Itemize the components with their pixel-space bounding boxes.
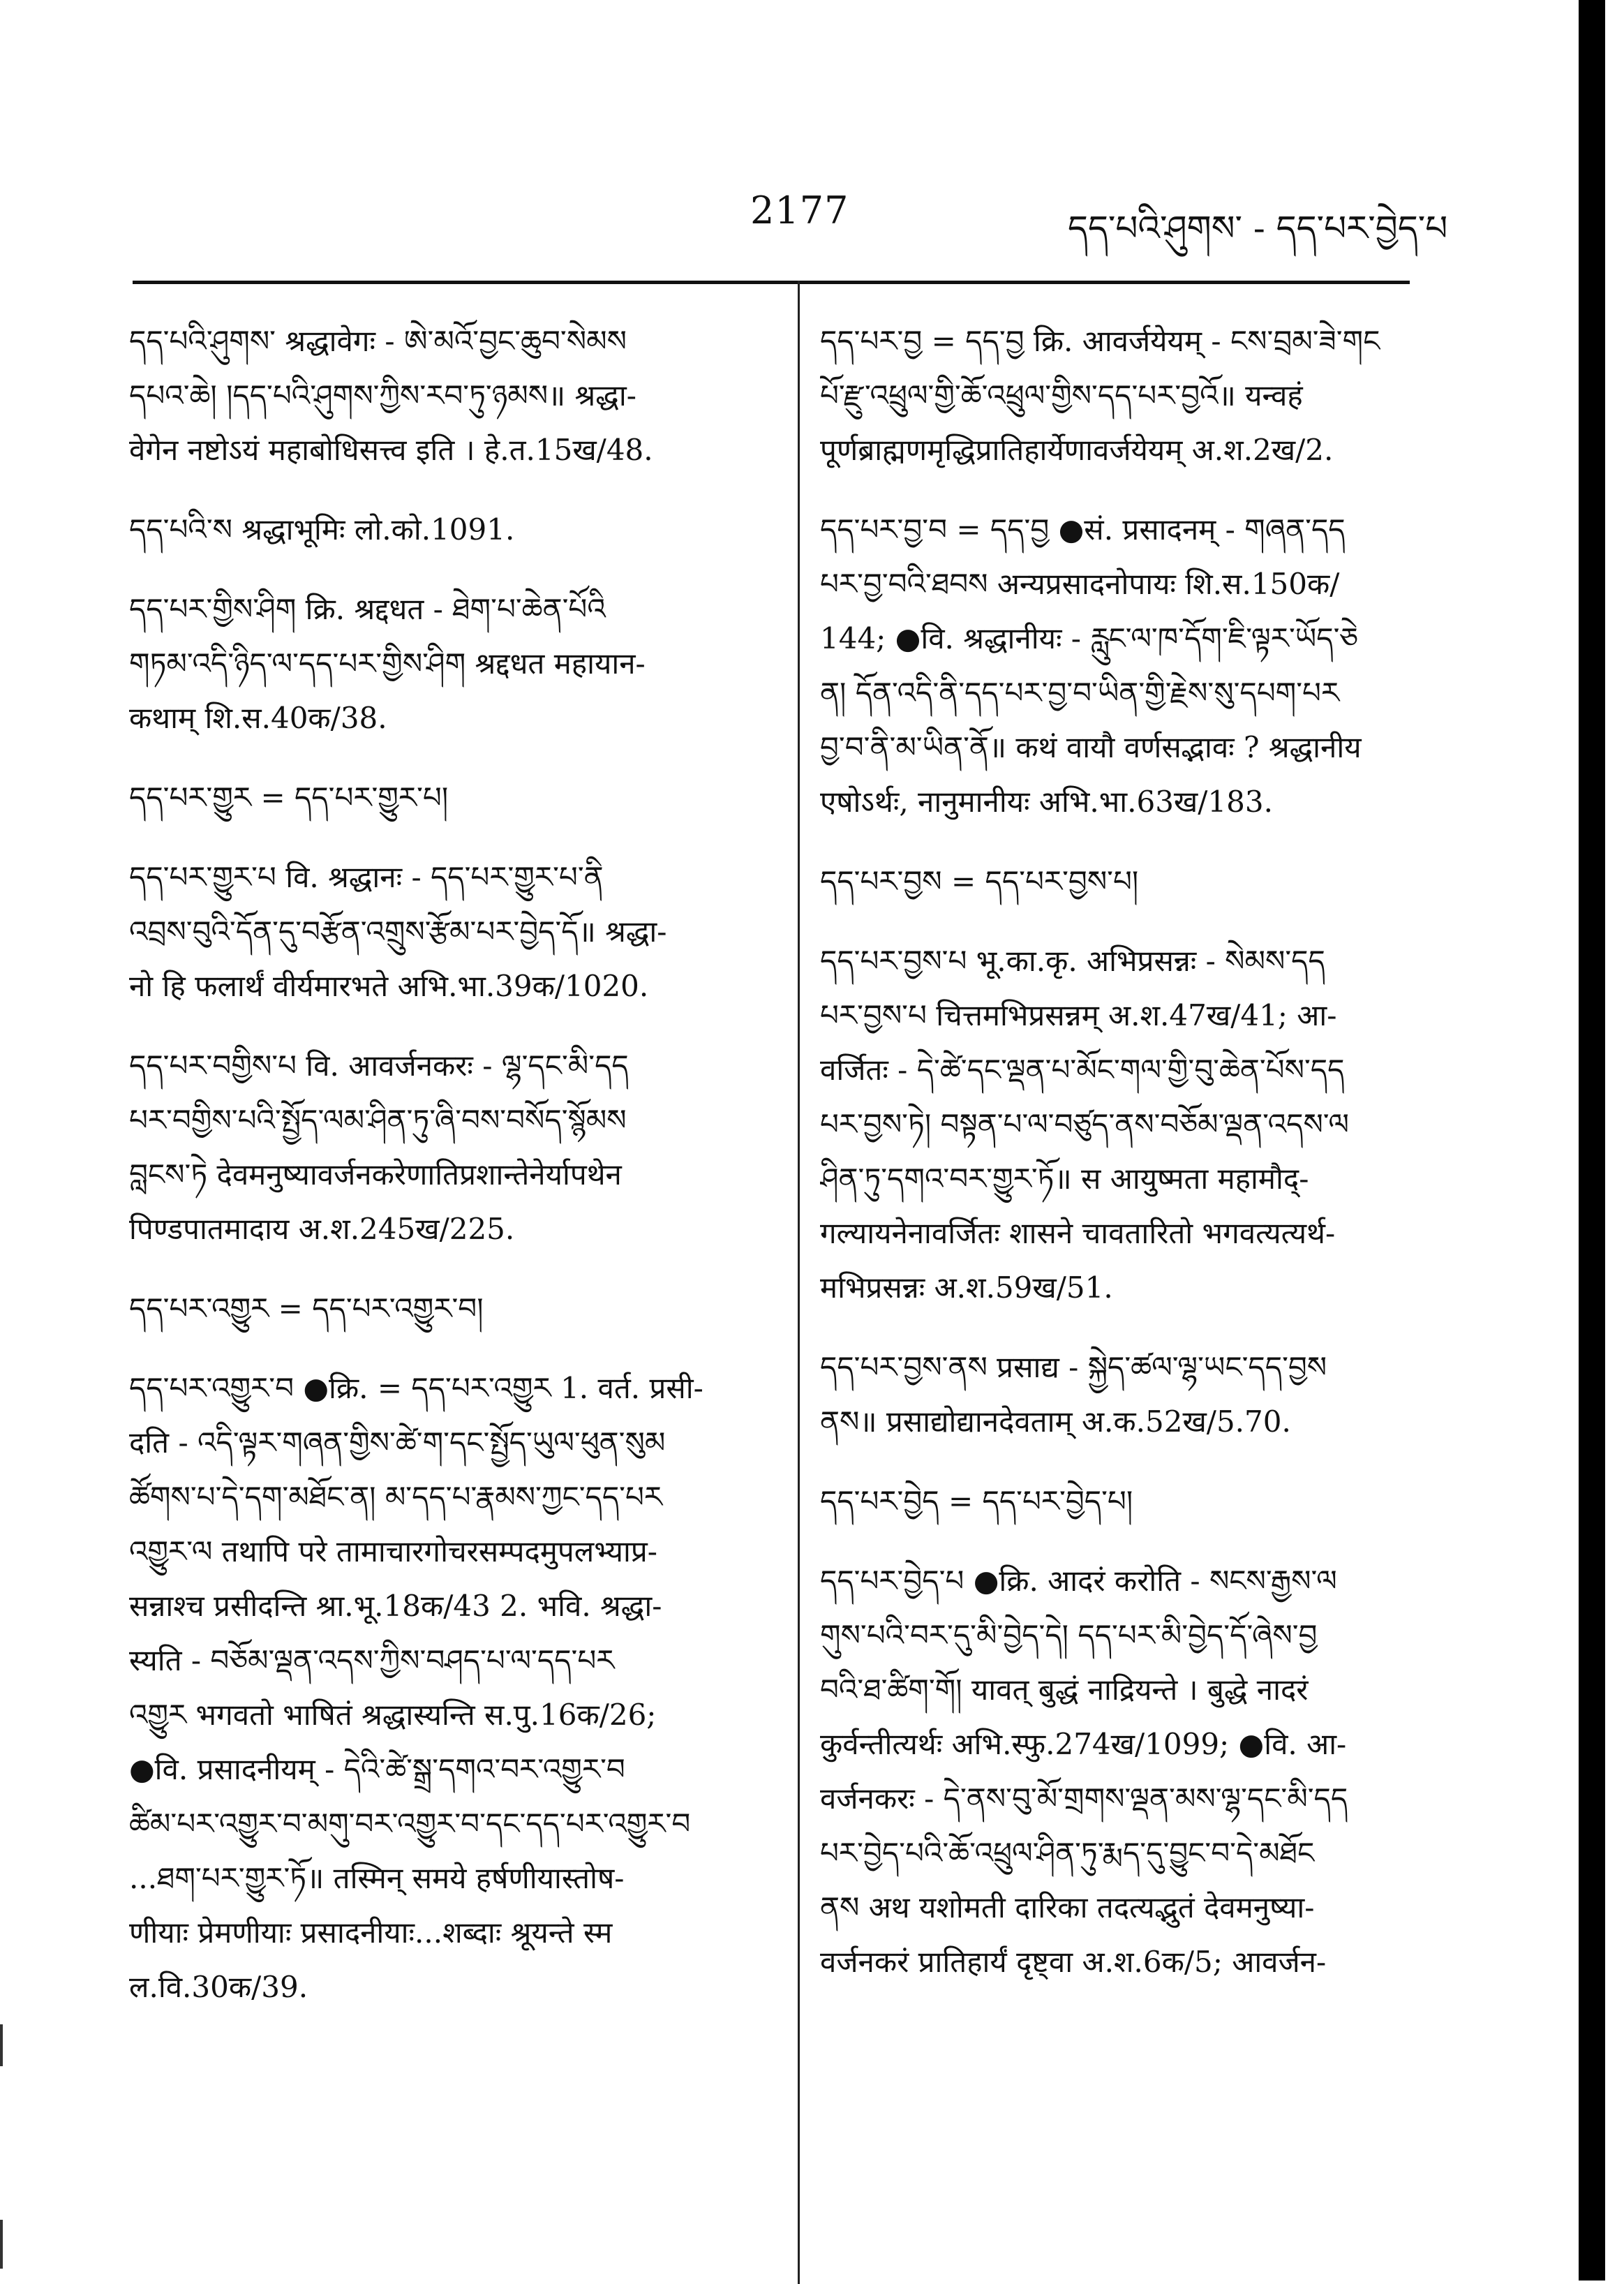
entry-line: ནས अथ यशोमती दारिका तदत्यद्भुतं देवमनुष्या- xyxy=(820,1890,1315,1925)
entry-line: ल.वि.30क/39. xyxy=(129,1970,308,2004)
entry-line: པར་བྱེད་པའི་ཆོ་འཕྲུལ་ཤིན་ཏུ་རྨད་དུ་བྱུང་བ་དེ་མཐོང xyxy=(820,1836,1315,1870)
entry-line: གཏམ་འདི་ཉིད་ལ་དད་པར་གྱིས་ཤིག श्रद्दधत महायान- xyxy=(129,646,646,681)
entry-line: འགྱུར་ལ तथापि परे तामाचारगोचरसम्पदमुपलभ्याप्र- xyxy=(129,1534,657,1569)
entry-headline: དད་པར་བྱེད་པ ●क्रि. आदरं करोति - སངས་རྒྱས་ལ xyxy=(820,1564,1337,1598)
dictionary-entry xyxy=(129,503,775,557)
entry-line: པར་བྱ་བའི་ཐབས अन्यप्रसादनोपायः शि.स.150क/ xyxy=(820,567,1340,601)
dictionary-entry xyxy=(820,934,1413,1315)
dictionary-entry xyxy=(129,1282,775,1336)
entry-line: བའི་ཐ་ཚིག་གོ། यावत् बुद्धं नाद्रियन्ते । बुद्धे नादरं xyxy=(820,1673,1309,1707)
entry-headline: དད་པར་བྱས = དད་པར་བྱས་པ། xyxy=(820,864,1139,898)
entry-headline: དད་པར་བྱ་བ = དད་བྱ ●सं. प्रसादनम् - གཞན་དད xyxy=(820,512,1346,547)
entry-line: ཚོགས་པ་དེ་དག་མཐོང་ན། མ་དད་པ་རྣམས་ཀྱང་དད་པར xyxy=(129,1480,663,1514)
dictionary-entry xyxy=(820,854,1413,909)
entry-line: པོ་རྫུ་འཕྲུལ་གྱི་ཆོ་འཕྲུལ་གྱིས་དད་པར་བྱའོ॥ यन्वहं xyxy=(820,378,1303,413)
entry-headline: དད་པའི་ས श्रद्धाभूमिः लो.को.1091. xyxy=(129,512,515,547)
entry-line: བྱ་བ་ནི་མ་ཡིན་ནོ॥ कथं वायौ वर्णसद्भावः ? श्रद्धानीय xyxy=(820,730,1362,764)
dictionary-entry xyxy=(129,771,775,825)
entry-line: ●वि. प्रसादनीयम् - དེའི་ཚེ་སྒྲ་དགའ་བར་འགྱུར་བ xyxy=(129,1752,625,1786)
entry-line: པར་བྱས་ཏེ། བསྟན་པ་ལ་བཙུད་ནས་བཅོམ་ལྡན་འདས་ལ xyxy=(820,1107,1350,1141)
entry-line: गल्यायनेनावर्जितः शासने चावतारितो भगवत्यत्यर्थ- xyxy=(820,1216,1336,1250)
dictionary-entry xyxy=(820,1474,1413,1529)
dictionary-entry xyxy=(129,1039,775,1256)
scan-speck xyxy=(0,2024,3,2066)
left-column xyxy=(129,314,775,2040)
entry-line: ཚིམ་པར་འགྱུར་བ་མགུ་བར་འགྱུར་བ་དང་དད་པར་འགྱུར་བ xyxy=(129,1807,691,1841)
entry-line: ནས॥ प्रसाद्योद्यानदेवताम् अ.क.52ख/5.70. xyxy=(820,1404,1291,1439)
right-column xyxy=(820,314,1413,2015)
entry-line: वर्जितः - དེ་ཚེ་དང་ལྡན་པ་མོང་གལ་གྱི་བུ་ཆེན་པོས་དད xyxy=(820,1053,1345,1087)
entry-line: पूर्णब्राह्मणमृद्धिप्रातिहार्येणावर्जयेयम् अ.श.2ख/2. xyxy=(820,433,1334,467)
entry-headline: དད་པར་བགྱིས་པ वि. आवर्जनकरः - ལྷ་དང་མི་དད xyxy=(129,1048,629,1083)
dictionary-entry xyxy=(129,1361,775,2015)
header-rule xyxy=(133,281,1410,284)
entry-headline: དད་པའི་ཤུགས་ श्रद्धावेगः - ཨེ་མའོ་བྱང་ཆུབ་སེམས xyxy=(129,324,627,358)
entry-line: नो हि फलार्थं वीर्यमारभते अभि.भा.39क/1020. xyxy=(129,969,649,1003)
scan-speck xyxy=(0,2220,3,2269)
entry-line: འབྲས་བུའི་དོན་དུ་བརྩོན་འགྲུས་རྩོམ་པར་བྱེད་དོ॥ श्रद्धा- xyxy=(129,914,667,949)
page-number: 2177 xyxy=(750,188,849,232)
scan-edge-bar xyxy=(1579,0,1605,2281)
entry-line: ན། དོན་འདི་ནི་དད་པར་བྱ་བ་ཡིན་གྱི་རྗེས་སུ་དཔག་པར xyxy=(820,676,1340,710)
entry-line: དཔའ་ཆེ། །དད་པའི་ཤུགས་ཀྱིས་རབ་ཏུ་ཉམས॥ श्रद्धा- xyxy=(129,378,636,413)
dictionary-entry xyxy=(129,314,775,477)
entry-headline: དད་པར་བྱས་ནས प्रसाद्य - སྐྱེད་ཚལ་ལྷ་ཡང་དད་བྱས xyxy=(820,1350,1327,1384)
entry-line: པར་བྱས་པ चित्तमभिप्रसन्नम् अ.श.47ख/41; आ- xyxy=(820,998,1337,1032)
entry-headline: དད་པར་གྱུར = དད་པར་གྱུར་པ། xyxy=(129,780,449,815)
entry-headline: དད་པར་བྱས་པ भू.का.कृ. अभिप्रसन्नः - སེམས་དད xyxy=(820,944,1325,978)
entry-line: ཤིན་ཏུ་དགའ་བར་གྱུར་ཏོ॥ स आयुष्मता महामौद्- xyxy=(820,1162,1309,1196)
entry-headline: དད་པར་འགྱུར = དད་པར་འགྱུར་བ། xyxy=(129,1291,484,1326)
entry-line: स्यति - བཅོམ་ལྡན་འདས་ཀྱིས་བཤད་པ་ལ་དད་པར xyxy=(129,1643,615,1677)
entry-line: 144; ●वि. श्रद्धानीयः - རླུང་ལ་ཁ་དོག་ཇི་ལྟར་ཡོད་ཅེ xyxy=(820,621,1359,655)
entry-line: पिण्डपातमादाय अ.श.245ख/225. xyxy=(129,1212,515,1246)
entry-line: कुर्वन्तीत्यर्थः अभि.स्फु.274ख/1099; ●वि. आ- xyxy=(820,1727,1347,1761)
entry-line: मभिप्रसन्नः अ.श.59ख/51. xyxy=(820,1270,1113,1305)
dictionary-entry xyxy=(820,314,1413,477)
entry-line: གུས་པའི་བར་དུ་མི་བྱེད་དེ། དད་པར་མི་བྱེད་དོ་ཞེས་བྱ xyxy=(820,1618,1318,1652)
entry-line: वेगेन नष्टोऽयं महाबोधिसत्त्व इति । हे.त.15ख/48. xyxy=(129,433,653,467)
entry-line: णीयाः प्रेमणीयाः प्रसादनीयाः...शब्दाः श्रूयन्ते स्म xyxy=(129,1915,613,1950)
dictionary-entry xyxy=(820,1340,1413,1449)
entry-headline: དད་པར་གྱིས་ཤིག क्रि. श्रद्दधत - ཐེག་པ་ཆེན་པོའི xyxy=(129,592,606,626)
entry-line: བླངས་ཏེ देवमनुष्यावर्जनकरेणातिप्रशान्तेनेर्यापथेन xyxy=(129,1157,622,1192)
entry-line: वर्जनकरं प्रातिहार्यं दृष्ट्वा अ.श.6क/5; आवर्जन- xyxy=(820,1945,1327,1979)
column-divider xyxy=(798,281,800,2284)
running-header: དད་པའི་ཤུགས་ - དད་པར་བྱེད་པ xyxy=(1068,208,1448,249)
entry-headline: དད་པར་བྱ = དད་བྱ क्रि. आवर्जयेयम् - ངས་བྲམ་ཟེ་གང xyxy=(820,324,1380,358)
entry-line: वर्जनकरः - དེ་ནས་བུ་མོ་གྲགས་ལྡན་མས་ལྷ་དང་མི་དད xyxy=(820,1781,1348,1816)
entry-line: कथाम् शि.स.40क/38. xyxy=(129,701,387,735)
dictionary-entry xyxy=(820,503,1413,829)
entry-line: པར་བགྱིས་པའི་སྤྱོད་ལམ་ཤིན་ཏུ་ཞི་བས་བསོད་སྙོམས xyxy=(129,1103,627,1137)
entry-headline: དད་པར་གྱུར་པ वि. श्रद्धानः - དད་པར་གྱུར་པ་ནི xyxy=(129,860,604,894)
dictionary-entry xyxy=(129,582,775,746)
entry-line: सन्नाश्च प्रसीदन्ति श्रा.भू.18क/43 2. भवि. श्रद्धा- xyxy=(129,1589,662,1623)
entry-line: दति - འདི་ལྟར་གཞན་གྱིས་ཚེ་ག་དང་སྤྱོད་ཡུལ་ཕུན་སུམ xyxy=(129,1425,666,1460)
dictionary-entry xyxy=(129,850,775,1014)
dictionary-entry xyxy=(820,1554,1413,1989)
entry-headline: དད་པར་བྱེད = དད་པར་བྱེད་པ། xyxy=(820,1484,1133,1518)
entry-line: एषोऽर्थः, नानुमानीयः अभि.भा.63ख/183. xyxy=(820,785,1273,819)
entry-headline: དད་པར་འགྱུར་བ ●क्रि. = དད་པར་འགྱུར 1. वर्त. प्रसी- xyxy=(129,1371,703,1405)
entry-line: ...ཐག་པར་གྱུར་ཏོ॥ तस्मिन् समये हर्षणीयास्तोष- xyxy=(129,1861,625,1895)
entry-line: འགྱུར भगवतो भाषितं श्रद्धास्यन्ति स.पु.16क/26; xyxy=(129,1698,657,1732)
